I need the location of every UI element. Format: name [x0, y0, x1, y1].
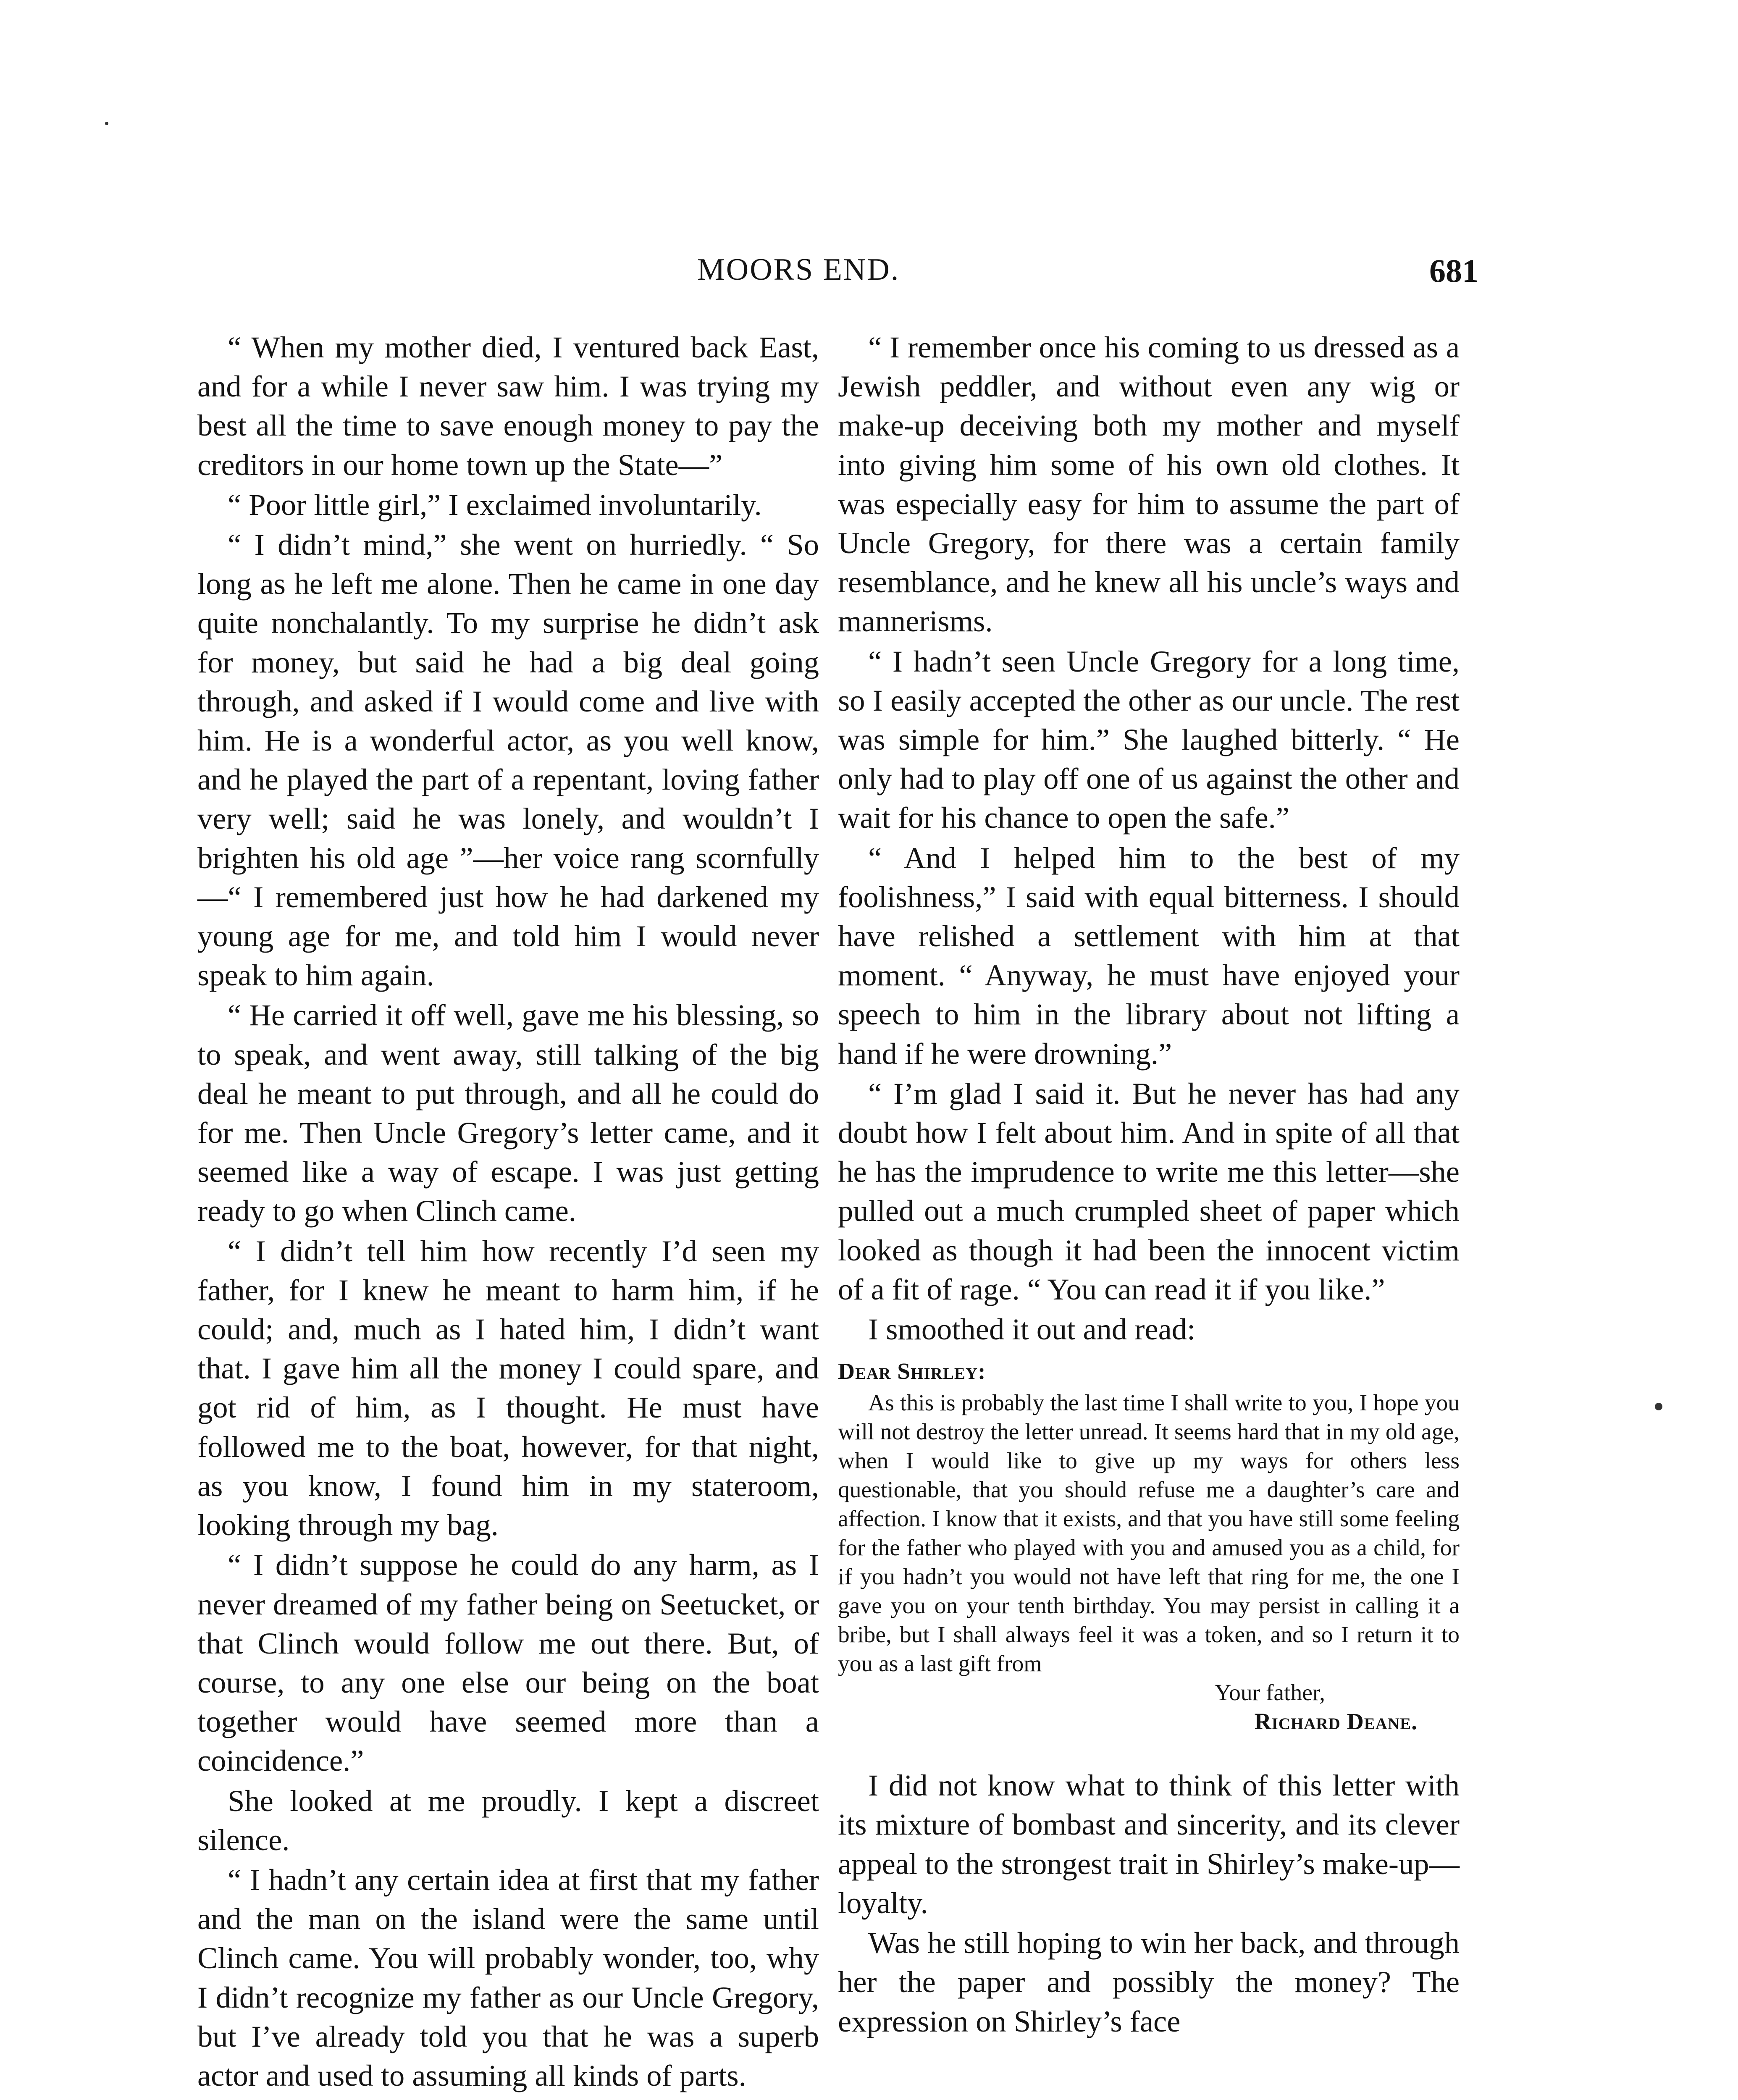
paragraph: “ I remember once his coming to us dressed as a Jewish peddler, and without even any wig or make-up deceiving both my mother and myself into giving him some of his own old clothes. It was especially easy for him to assume the part of Uncle Gregory, for there was a certain family resemblance, and he knew all his uncle’s ways and mannerisms. [838, 330, 1460, 638]
paragraph: “ I didn’t mind,” she went on hurriedly. “ So long as he left me alone. Then he came in one day quite nonchalantly. To my surprise he didn’t ask for money, but said he had a big deal going through, and asked if I would come and live with him. He is a wonderful actor, as you well know, and he played the part of a repentant, loving father very well; said he was lonely, and wouldn’t I brighten his old age ”—her voice rang scornfully—“ I remembered just how he had darkened my young age for me, and told him I would never speak to him again. [197, 528, 819, 992]
paragraph: “ I hadn’t any certain idea at first that my father and the man on the island were the same until Clinch came. You will probably wonder, too, why I didn’t recognize my father as our Uncle Gregory, but I’ve already told you that he was a superb actor and used to assuming all kinds of parts. [197, 1862, 819, 2092]
left-column [197, 328, 819, 2096]
running-head: MOORS END. [697, 252, 900, 287]
scan-speck [1655, 1403, 1662, 1410]
paragraph: I smoothed it out and read: [868, 1312, 1196, 1347]
paragraph: “ I hadn’t seen Uncle Gregory for a long time, so I easily accepted the other as our uncle. The rest was simple for him.” She laughed bitterly. “ He only had to play off one of us against the other and wait for his chance to open the safe.” [838, 644, 1460, 835]
right-column [838, 328, 1460, 2042]
page-number: 681 [1429, 252, 1478, 289]
quoted-letter [838, 1357, 1460, 1736]
paragraph: “ Poor little girl,” I exclaimed involuntarily. [228, 487, 762, 522]
paragraph: “ I didn’t tell him how recently I’d seen my father, for I knew he meant to harm him, if he could; and, much as I hated him, I didn’t want that. I gave him all the money I could spare, and got rid of him, as I thought. He must have followed me to the boat, however, for that night, as you know, I found him in my stateroom, looking through my bag. [197, 1234, 819, 1542]
letter-signature: Richard Deane. [1254, 1709, 1418, 1735]
paragraph: Was he still hoping to win her back, and through her the paper and possibly the money? The expression on Shirley’s face [838, 1926, 1460, 2038]
paragraph: “ He carried it off well, gave me his blessing, so to speak, and went away, still talking of the big deal he meant to put through, and all he could do for me. Then Uncle Gregory’s letter came, and it seemed like a way of escape. I was just getting ready to go when Clinch came. [197, 998, 819, 1228]
paragraph: “ When my mother died, I ventured back East, and for a while I never saw him. I was trying my best all the time to save enough money to pay the creditors in our home town up the State—” [197, 330, 819, 482]
letter-closing: Your father, [1214, 1680, 1325, 1706]
paragraph: She looked at me proudly. I kept a discreet silence. [197, 1783, 819, 1857]
letter-salutation: Dear Shirley: [838, 1359, 986, 1385]
letter-body: As this is probably the last time I shall write to you, I hope you will not destroy the letter unread. It seems hard that in my old age, when I would like to give up my ways for others less questionable, that you should refuse me a daughter’s care and affection. I know that it exists, and that you have still some feeling for the father who played with you and amused you as a child, for if you hadn’t you would not have left that ring for me, the one I gave you on your tenth birthday. You may persist in calling it a bribe, but I shall always feel it was a token, and so I return it to you as a last gift from [838, 1390, 1460, 1677]
scan-speck [105, 122, 108, 125]
paragraph: I did not know what to think of this letter with its mixture of bombast and sincerity, and its clever appeal to the strongest trait in Shirley’s make-up—loyalty. [838, 1768, 1460, 1920]
paragraph: “ I’m glad I said it. But he never has had any doubt how I felt about him. And in spite of all that he has the imprudence to write me this letter—she pulled out a much crumpled sheet of paper which looked as though it had been the innocent victim of a fit of rage. “ You can read it if you like.” [838, 1076, 1460, 1306]
paragraph: “ I didn’t suppose he could do any harm, as I never dreamed of my father being on Seetucket, or that Clinch would follow me out there. But, of course, to any one else our being on the boat together would have seemed more than a coincidence.” [197, 1548, 819, 1778]
paragraph: “ And I helped him to the best of my foolishness,” I said with equal bitterness. I should have relished a settlement with him at that moment. “ Anyway, he must have enjoyed your speech to him in the library about not lifting a hand if he were drowning.” [838, 840, 1460, 1071]
page-header [176, 252, 1478, 298]
